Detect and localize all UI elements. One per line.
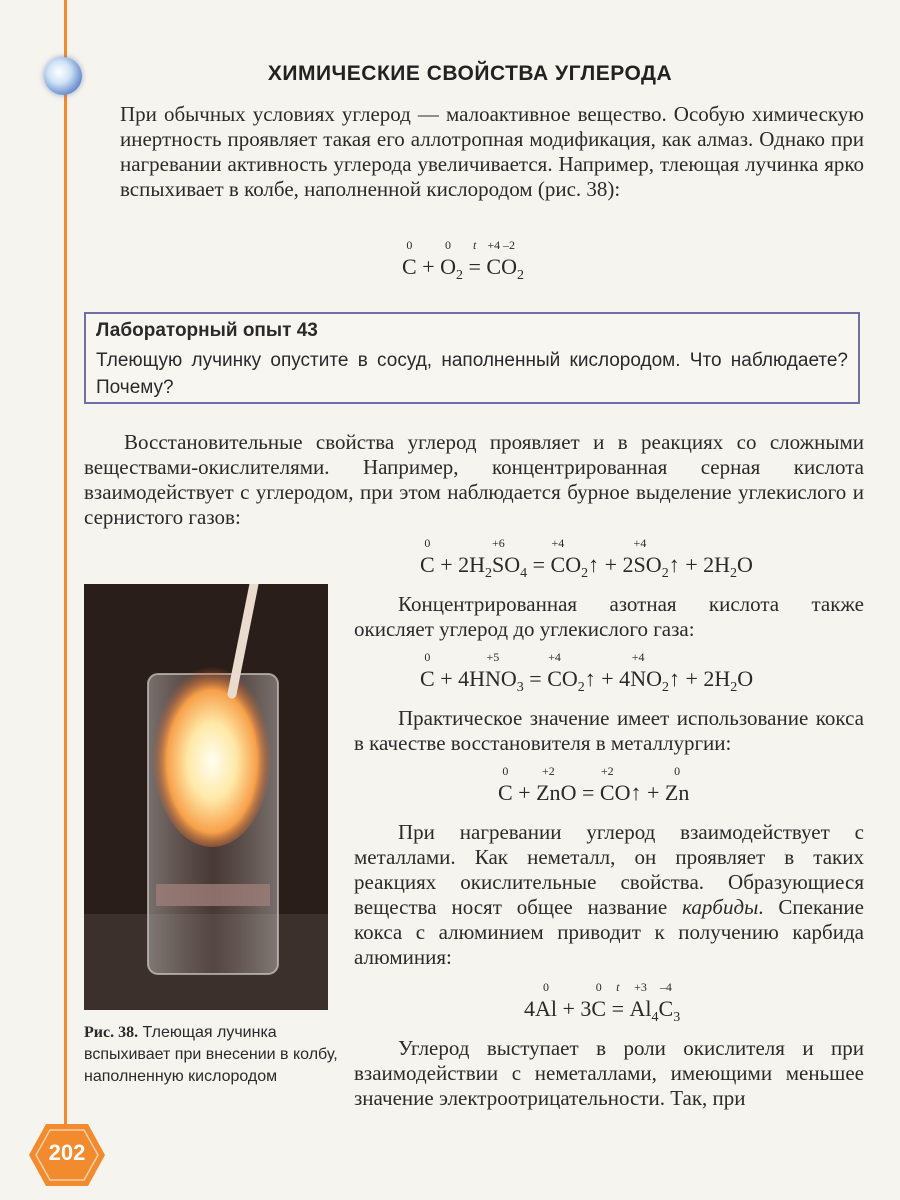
figure-caption <box>84 1022 344 1088</box>
equation-2: 0 $C + 2H_2$ +6 $SO_4$ = +4 $CO_2↑ + 2$ +4 $SO_2↑ + 2H_2O$ <box>420 536 753 581</box>
eq1-c: 0 C <box>402 238 417 279</box>
intro-paragraph <box>120 102 864 202</box>
section-heading: ХИМИЧЕСКИЕ СВОЙСТВА УГЛЕРОДА <box>267 62 673 85</box>
term-carbides: карбиды <box>682 895 759 919</box>
figure-label: Рис. 38. <box>84 1024 139 1041</box>
page-number: 202 <box>48 1140 86 1165</box>
eq1-co2-o: –2 O <box>501 238 517 279</box>
equation-3: 0 C + 4H +5 $NO_3$ = +4 $CO_2↑ + 4$ +4 $NO_2↑ + 2H_2O$ <box>420 650 754 695</box>
lab-title: Лабораторный опыт 43 <box>96 320 318 341</box>
eq1-equals: t = <box>468 238 481 279</box>
bullet-orb-icon <box>44 57 82 95</box>
eq1-co2-c: +4 C <box>486 238 502 279</box>
equation-1: 0 C + 0 $O_2$ t = +4 C –2 $O_2$ <box>402 238 524 283</box>
eq1-o2: 0 O <box>440 238 456 279</box>
burning-splint-illustration <box>84 584 328 1010</box>
margin-rail <box>64 0 67 1135</box>
figure-caption-text: Тлеющая лучинка вспыхивает при внесении в колбу, наполненную кислородом <box>84 1024 338 1085</box>
page-number-badge <box>28 1122 106 1188</box>
paragraph-5: При нагревании углерод взаимодействует с металлами. Как неметалл, он проявляет в таких реакциях окислительные свойства. Образующиеся вещества носят общее название карбиды. Спекание кокса с алюминием приводит к получению карбида алюминия: <box>354 820 864 969</box>
paragraph-2: Восстановительные свойства углерод проявляет и в реакциях со сложными веществами-окислителями. Например, концентрированная серная кислота взаимодействует с углеродом, при этом наблюдается бурное выделение углекислого и сернистого газов: <box>84 430 864 529</box>
lab-text: Тлеющую лучинку опустите в сосуд, наполненный кислородом. Что наблюдаете? Почему? <box>96 350 848 398</box>
lab-experiment-box <box>84 312 860 404</box>
paragraph-4: Практическое значение имеет использование кокса в качестве восстановителя в металлургии: <box>354 706 864 755</box>
figure-38-photo <box>84 584 328 1010</box>
equation-5: 4 0 Al + 3 0 C t = +3 $Al_4$ –4 $C_3$ <box>524 980 681 1025</box>
equation-4: 0 C + +2 ZnO = +2 CO↑ + 0 Zn <box>498 764 690 805</box>
intro-text: При обычных условиях углерод — малоактивное вещество. Особую химическую инертность проявляет такая его аллотропная модификация, как алмаз. Однако при нагревании активность углерода увеличивается. Например, тлеющая лучинка ярко вспыхивает в колбе, наполненной кислородом (рис. 38): <box>120 102 864 201</box>
paragraph-3: Концентрированная азотная кислота также окисляет углерод до углекислого газа: <box>354 592 864 641</box>
paragraph-6: Углерод выступает в роли окислителя и при взаимодействии с неметаллами, имеющими меньшее значение электроотрицательности. Так, при <box>354 1036 864 1110</box>
